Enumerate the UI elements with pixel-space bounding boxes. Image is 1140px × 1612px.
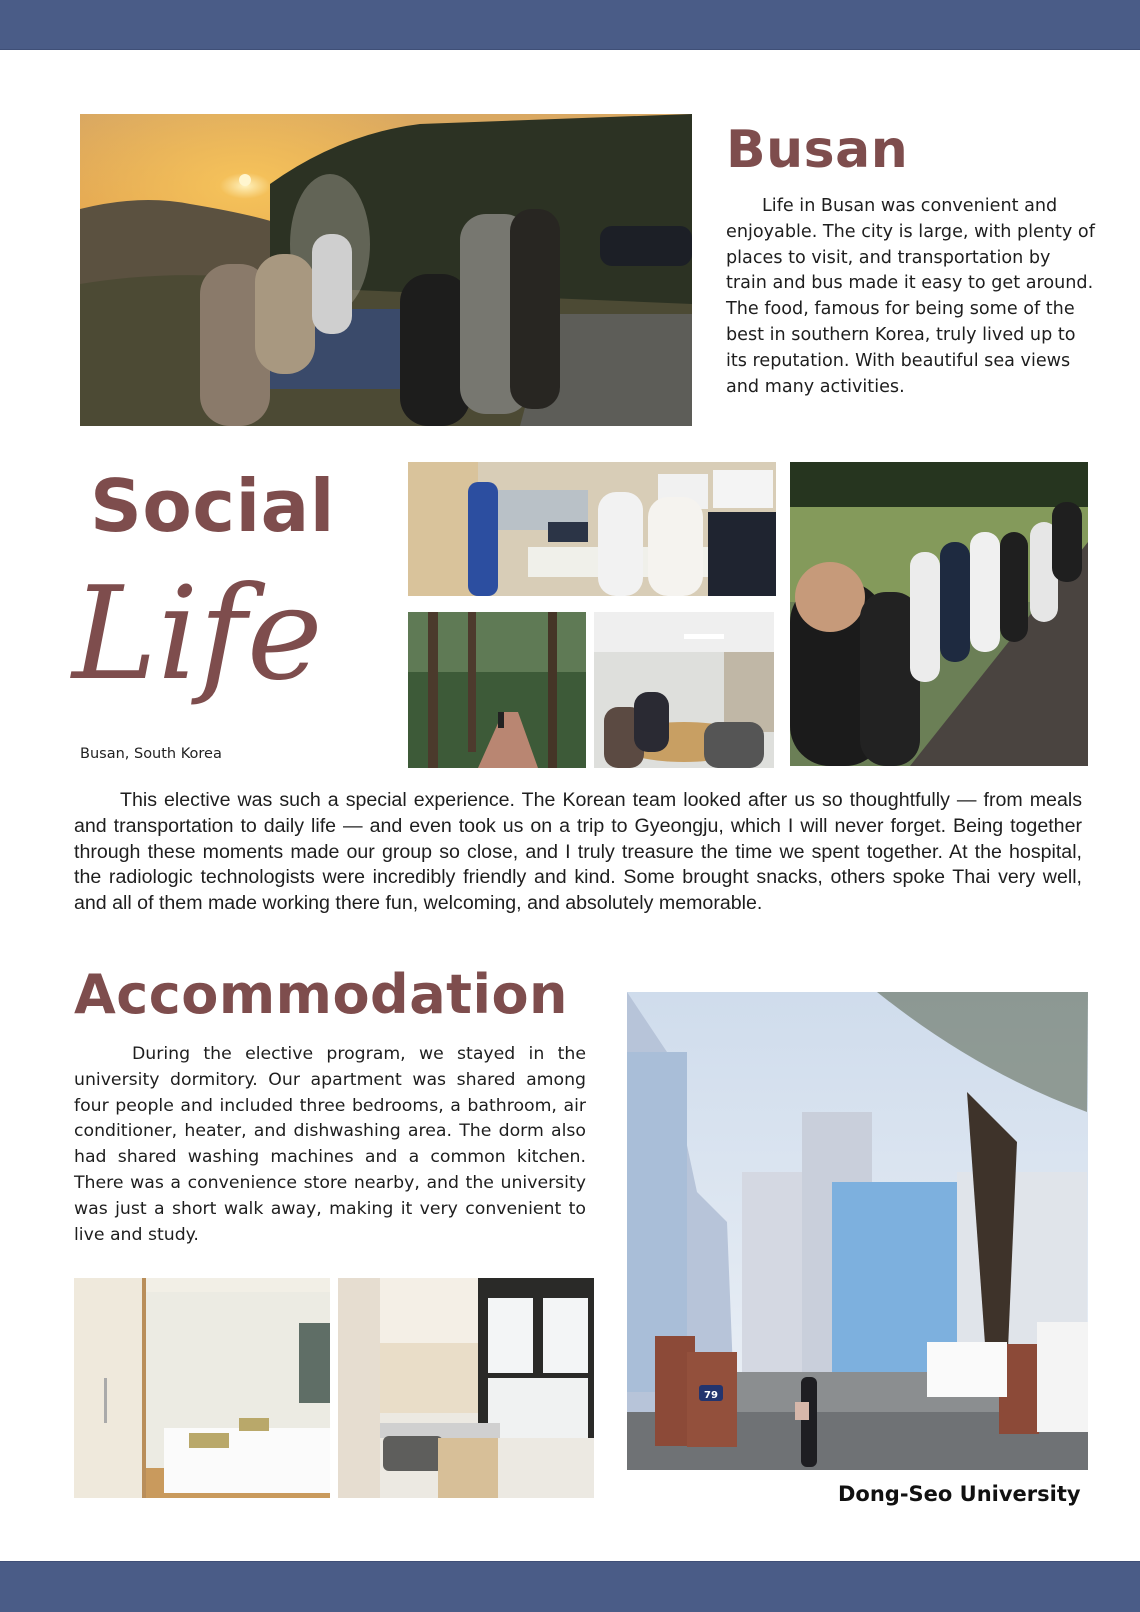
busan-paragraph-text: Life in Busan was convenient and enjoyable. The city is large, with plenty of places to visit, and transportation by train and bus made it easy to get around. The food, famous for being some of the best in southern Korea, truly lived up to its reputation. With beautiful sea views and many activities. [726, 196, 1095, 397]
photo-study-room [594, 612, 774, 768]
busan-heading: Busan [726, 120, 909, 180]
accommodation-paragraph [74, 1042, 586, 1248]
social-paragraph-text: This elective was such a special experience. The Korean team looked after us so thoughtfully — from meals and transportation to daily life — and even took us on a trip to Gyeongju, which I will never forget. Being together through these moments made our group so close, and I truly treasure the time we spent together. At the hospital, the radiologic technologists were incredibly friendly and kind. Some brought snacks, others spoke Thai very well, and all of them made working there fun, welcoming, and absolutely memorable. [74, 789, 1082, 915]
bottom-banner [0, 1561, 1140, 1612]
dong-seo-university-caption: Dong-Seo University [838, 1482, 1081, 1506]
life-heading: Life [72, 560, 324, 709]
photo-dorm-bedroom [74, 1278, 330, 1498]
accommodation-paragraph-text: During the elective program, we stayed in the university dormitory. Our apartment was shared among four people and included three bedrooms, a bathroom, air conditioner, heater, and dishwashing area. The dorm also had shared washing machines and a common kitchen. There was a convenience store nearby, and the university was just a short walk away, making it very convenient to live and study. [74, 1044, 586, 1245]
social-paragraph [74, 788, 1082, 917]
photo-dong-seo-dormitory [627, 992, 1088, 1470]
photo-hospital-control-room [408, 462, 776, 596]
accommodation-heading: Accommodation [74, 963, 569, 1026]
gate-number-plate: 79 [704, 1390, 718, 1401]
photo-dorm-kitchen [338, 1278, 594, 1498]
location-label: Busan, South Korea [80, 746, 222, 762]
top-banner [0, 0, 1140, 50]
photo-forest-path [408, 612, 586, 768]
photo-sunset-bbq [80, 114, 692, 426]
social-heading: Social [90, 464, 335, 548]
photo-group-selfie [790, 462, 1088, 766]
busan-paragraph [726, 194, 1096, 400]
